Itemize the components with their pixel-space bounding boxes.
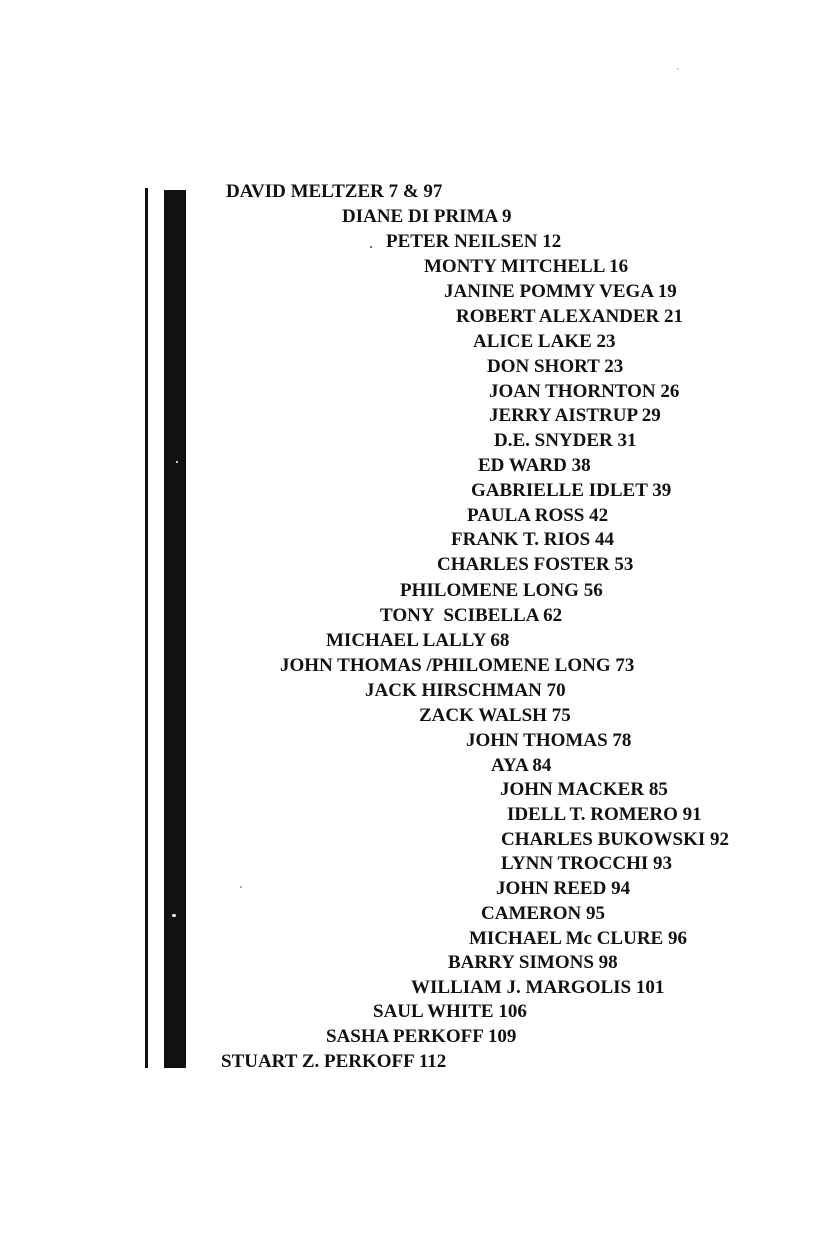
page-number: 56 [583,580,603,601]
toc-entry [326,1026,516,1048]
page-number: 7 & 97 [388,181,443,202]
author-name: AYA [491,755,528,776]
page-number: 68 [490,630,510,651]
page-number: 42 [589,505,609,526]
author-name: DIANE DI PRIMA [342,206,498,227]
toc-entry [419,705,571,727]
author-name: DAVID MELTZER [226,181,384,202]
author-name: ED WARD [478,455,567,476]
toc-entry [473,331,616,353]
author-name: JOHN THOMAS /PHILOMENE LONG [280,655,611,676]
toc-entry [500,779,668,801]
page-number: 95 [586,903,606,924]
toc-entry [411,977,664,999]
page-number: 96 [667,928,687,949]
author-name: ROBERT ALEXANDER [456,306,660,327]
page-number: 39 [652,480,672,501]
page-number: 70 [546,680,566,701]
paper-speck [677,68,679,70]
page-number: 62 [543,605,563,626]
author-name: CHARLES BUKOWSKI [501,829,706,850]
thick-vertical-rule [164,190,186,1068]
toc-entry [444,281,677,303]
toc-entry [507,804,702,826]
page-number: 94 [611,878,631,899]
page-number: 21 [664,306,684,327]
author-name: IDELL T. ROMERO [507,804,678,825]
author-name: WILLIAM J. MARGOLIS [411,977,632,998]
author-name: ALICE LAKE [473,331,592,352]
author-name: JOAN THORNTON [489,381,656,402]
author-name: STUART Z. PERKOFF [221,1051,415,1072]
author-name: MICHAEL Mc CLURE [469,928,664,949]
toc-entry [466,730,631,752]
toc-entry [487,356,623,378]
paper-speck [370,246,372,248]
page-number: 23 [596,331,616,352]
author-name: JOHN MACKER [500,779,645,800]
page-number: 91 [682,804,702,825]
author-name: FRANK T. RIOS [451,529,591,550]
page-number: 92 [710,829,730,850]
page-number: 106 [498,1001,527,1022]
author-name: D.E. SNYDER [494,430,613,451]
toc-entry [448,952,618,974]
toc-entry [456,306,683,328]
author-name: TONY SCIBELLA [380,605,539,626]
author-name: JERRY AISTRUP [489,405,638,426]
author-name: JOHN REED [496,878,607,899]
author-name: JACK HIRSCHMAN [365,680,542,701]
page-number: 9 [501,206,512,227]
toc-entry [365,680,566,702]
toc-entry [481,903,605,925]
page-number: 109 [487,1026,517,1047]
author-name: LYNN TROCCHI [501,853,649,874]
paper-speck [176,461,178,463]
toc-entry [437,554,633,576]
toc-entry [494,430,637,452]
page-number: 12 [542,231,562,252]
author-name: CHARLES FOSTER [437,554,610,575]
page-number: 98 [598,952,618,973]
page-number: 101 [635,977,665,998]
toc-entry [386,231,561,253]
toc-entry [380,605,562,627]
toc-entry [400,580,603,602]
page-number: 53 [614,554,634,575]
toc-entry [342,206,511,228]
page-number: 29 [641,405,661,426]
page-number: 19 [657,281,677,302]
page-number: 38 [571,455,591,476]
page-number: 73 [615,655,635,676]
toc-entry [424,256,628,278]
page-number: 44 [594,529,614,550]
author-name: PETER NEILSEN [386,231,538,252]
page-number: 16 [609,256,629,277]
toc-entry [501,853,672,875]
page-number: 85 [648,779,668,800]
toc-entry [501,829,729,851]
author-name: PHILOMENE LONG [400,580,579,601]
author-name: BARRY SIMONS [448,952,594,973]
author-name: SASHA PERKOFF [326,1026,484,1047]
toc-entry [221,1051,446,1073]
toc-entry [373,1001,527,1023]
page-number: 26 [660,381,680,402]
toc-entry [226,181,442,203]
author-name: MONTY MITCHELL [424,256,605,277]
author-name: ZACK WALSH [419,705,547,726]
paper-speck [240,886,242,888]
toc-entry [451,529,614,551]
toc-entry [469,928,687,950]
toc-entry [326,630,509,652]
page-number: 84 [532,755,552,776]
page-number: 93 [653,853,673,874]
author-name: PAULA ROSS [467,505,585,526]
toc-entry [491,755,551,777]
author-name: SAUL WHITE [373,1001,494,1022]
toc-entry [467,505,608,527]
toc-entry [489,405,661,427]
page-number: 78 [612,730,632,751]
toc-entry [471,480,671,502]
author-name: JOHN THOMAS [466,730,608,751]
toc-entry [496,878,630,900]
author-name: JANINE POMMY VEGA [444,281,653,302]
author-name: GABRIELLE IDLET [471,480,648,501]
toc-entry [489,381,679,403]
page-number: 23 [604,356,624,377]
paper-speck [172,914,176,917]
page-number: 31 [617,430,637,451]
author-name: DON SHORT [487,356,600,377]
author-name: CAMERON [481,903,582,924]
page-number: 112 [418,1051,447,1072]
thin-vertical-rule [145,188,148,1068]
toc-entry [478,455,591,477]
toc-entry [280,655,634,677]
page-number: 75 [551,705,571,726]
author-name: MICHAEL LALLY [326,630,486,651]
